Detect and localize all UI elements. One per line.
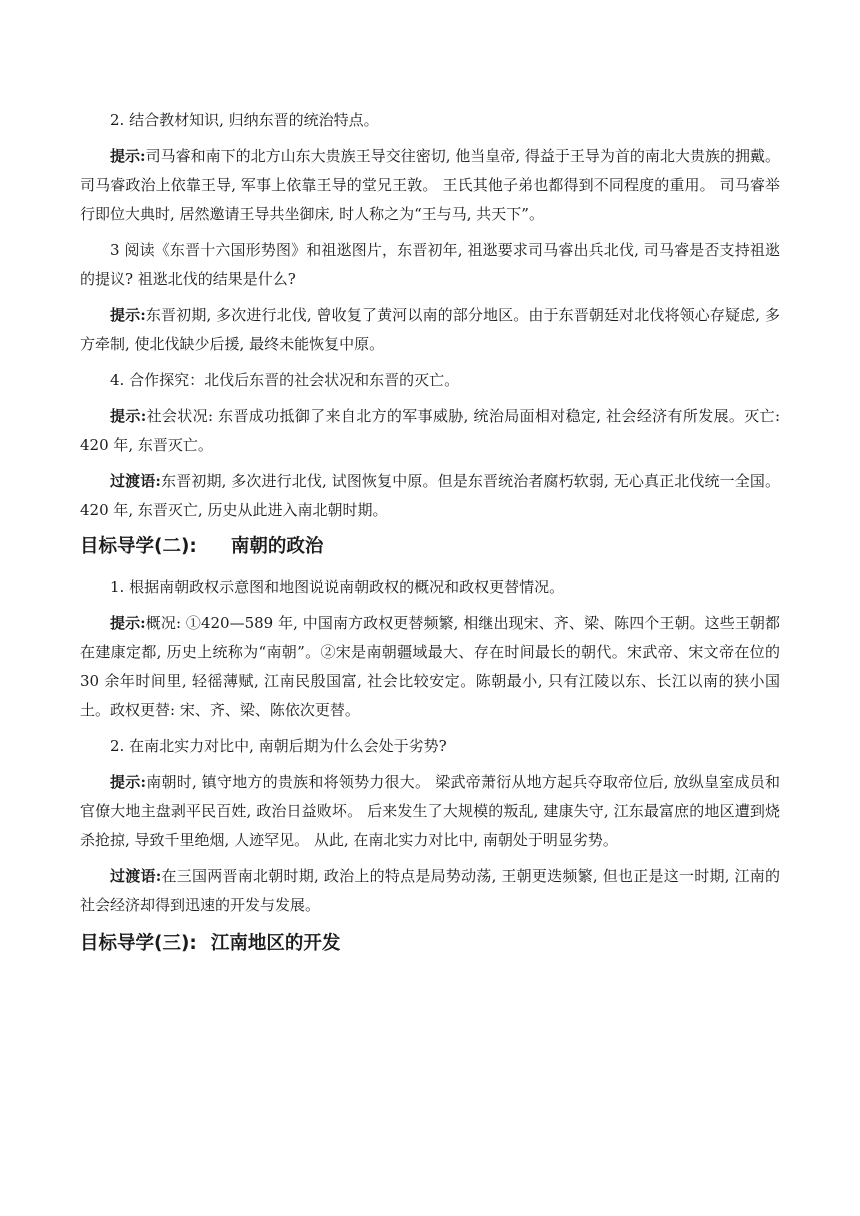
section-heading-2 [80,532,780,562]
transition-text: 在三国两晋南北朝时期, 政治上的特点是局势动荡, 王朝更迭频繁, 但也正是这一时期, 江南的社会经济却得到迅速的开发与发展。 [80,867,780,914]
hint-text: 南朝时, 镇守地方的贵族和将领势力很大。 梁武帝萧衍从地方起兵夺取帝位后, 放纵皇室成员和官僚大地主盘剥平民百姓, 政治日益败坏。 后来发生了大规模的叛乱, 建康失守, 江东最富庶的地区遭到烧杀抢掠, 导致千里绝烟, 人迹罕见。 从此, 在南北实力对比中, 南朝处于明显劣势。 [80,773,780,849]
transition-paragraph [80,862,780,920]
transition-paragraph [80,467,780,525]
question-2: 2. 结合教材知识, 归纳东晋的统治特点。 [110,111,379,129]
hint-label: 提示: [110,147,146,165]
question-3: 3 阅读《东晋十六国形势图》和祖逖图片，东晋初年, 祖逖要求司马睿出兵北伐, 司马睿是否支持祖逖的提议? 祖逖北伐的结果是什么? [80,241,780,288]
hint-text: 社会状况: 东晋成功抵御了来自北方的军事威胁, 统治局面相对稳定, 社会经济有所发展。灭亡: 420 年, 东晋灭亡。 [80,407,780,454]
section-title: 南朝的政治 [230,536,324,557]
section-title: 江南地区的开发 [210,933,341,954]
hint-label: 提示: [110,773,147,791]
section-label: 目标导学(二): [80,536,197,557]
hint-paragraph [80,301,780,359]
hint-text: 概况: ①420—589 年, 中国南方政权更替频繁, 相继出现宋、齐、梁、陈四个王朝。这些王朝都在建康定都, 历史上统称为“南朝”。②宋是南朝疆域最大、存在时间最长的朝代。宋武帝、宋文帝在位的 30 余年时间里, 轻徭薄赋, 江南民殷国富, 社会比较安定。陈朝最小, 只有江陵以东、长江以南的狭小国土。政权更替: 宋、齐、梁、陈依次更替。 [80,614,780,719]
question-4: 4. 合作探究：北伐后东晋的社会状况和东晋的灭亡。 [110,371,460,389]
hint-label: 提示: [110,306,146,324]
section-label: 目标导学(三): [80,933,197,954]
transition-text: 东晋初期, 多次进行北伐, 试图恢复中原。但是东晋统治者腐朽软弱, 无心真正北伐统一全国。420 年, 东晋灭亡, 历史从此进入南北朝时期。 [80,472,780,519]
transition-label: 过渡语: [110,472,161,490]
transition-label: 过渡语: [110,867,162,885]
hint-paragraph [80,142,780,229]
hint-paragraph [80,768,780,855]
question-1: 1. 根据南朝政权示意图和地图说说南朝政权的概况和政权更替情况。 [110,578,565,596]
hint-label: 提示: [110,614,146,632]
question-2b: 2. 在南北实力对比中, 南朝后期为什么会处于劣势? [110,737,447,755]
hint-paragraph [80,609,780,725]
hint-paragraph [80,402,780,460]
hint-text: 东晋初期, 多次进行北伐, 曾收复了黄河以南的部分地区。由于东晋朝廷对北伐将领心存疑虑, 多方牵制, 使北伐缺少后援, 最终未能恢复中原。 [80,306,780,353]
hint-label: 提示: [110,407,147,425]
hint-text: 司马睿和南下的北方山东大贵族王导交往密切, 他当皇帝, 得益于王导为首的南北大贵族的拥戴。 司马睿政治上依靠王导, 军事上依靠王导的堂兄王敦。 王氏其他子弟也都得到不同程度的重用。 司马睿举行即位大典时, 居然邀请王导共坐御床, 时人称之为“王与马, 共天下”。 [80,147,780,223]
section-heading-3 [80,929,780,959]
